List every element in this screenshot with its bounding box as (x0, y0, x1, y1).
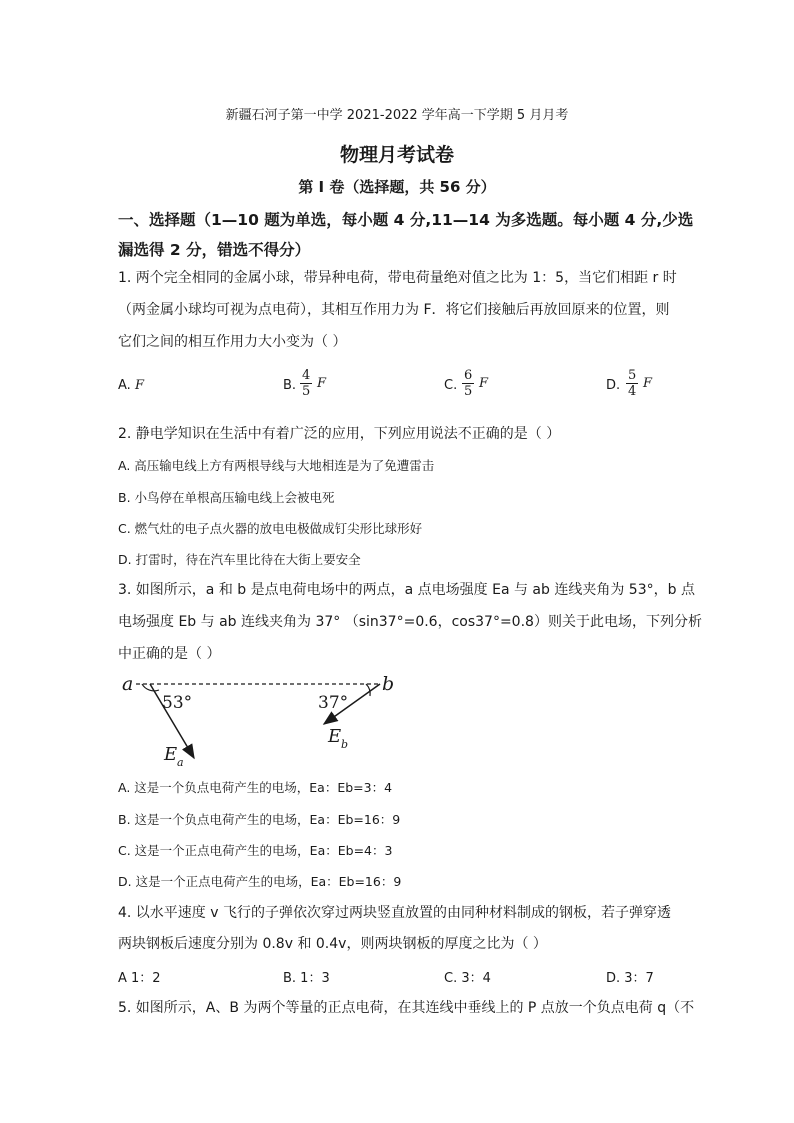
q1-option-b-denominator: 5 (302, 384, 311, 399)
q4-stem-line2: 两块钢板后速度分别为 0.8v 和 0.4v，则两块钢板的厚度之比为（ ） (118, 936, 547, 952)
q1-option-d-numerator: 5 (628, 368, 637, 383)
angle-37-label: 37° (318, 693, 349, 713)
q1-stem-line3: 它们之间的相互作用力大小变为（ ） (118, 334, 347, 350)
q4-option-b: B. 1：3 (283, 971, 330, 986)
exam-subtitle: 新疆石河子第一中学 2021-2022 学年高一下学期 5 月月考 (225, 108, 569, 123)
q1-option-b-label: B. (283, 378, 297, 393)
point-a-label: a (122, 673, 134, 695)
q1-stem-line1: 1. 两个完全相同的金属小球，带异种电荷，带电荷量绝对值之比为 1：5，当它们相距 r 时 (118, 270, 677, 286)
field-label-eb-subscript: b (341, 738, 349, 751)
q4-option-c: C. 3：4 (444, 971, 491, 986)
q1-option-d-suffix: F (643, 376, 653, 391)
exam-title: 物理月考试卷 (339, 144, 454, 166)
q1-stem-line2: （两金属小球均可视为点电荷），其相互作用力为 F．将它们接触后再放回原来的位置，则 (118, 302, 670, 318)
q1-option-c-suffix: F (479, 376, 489, 391)
q3-option-c: C. 这是一个正点电荷产生的电场，Ea：Eb=4：3 (118, 843, 393, 858)
field-label-ea: E (164, 744, 178, 765)
q1-option-c-label: C. (444, 378, 458, 393)
q1-option-b-suffix: F (317, 376, 327, 391)
q3-option-d: D. 这是一个正点电荷产生的电场，Ea：Eb=16：9 (118, 874, 402, 889)
q2-option-d: D. 打雷时，待在汽车里比待在大街上要安全 (118, 552, 361, 567)
q1-option-c-numerator: 6 (464, 368, 473, 383)
q2-stem: 2. 静电学知识在生活中有着广泛的应用，下列应用说法不正确的是（ ） (118, 426, 561, 442)
field-label-eb: E (328, 726, 342, 747)
electric-field-diagram (118, 668, 418, 774)
q1-option-d-denominator: 4 (628, 384, 637, 399)
point-b-label: b (382, 673, 395, 695)
q3-stem-line2: 电场强度 Eb 与 ab 连线夹角为 37° （sin37°=0.6，cos37°=0.8）则关于此电场，下列分析 (118, 614, 702, 630)
q3-stem-line1: 3. 如图所示，a 和 b 是点电荷电场中的两点，a 点电场强度 Ea 与 ab 连线夹角为 53°，b 点 (118, 582, 695, 598)
q1-option-a-value: F (134, 378, 144, 393)
q1-option-d-label: D. (606, 378, 621, 393)
section-heading-line2: 漏选得 2 分，错选不得分） (118, 241, 311, 259)
q2-option-c: C. 燃气灶的电子点火器的放电电极做成钉尖形比球形好 (118, 521, 423, 536)
q1-option-a (118, 378, 144, 393)
q5-stem-line1: 5. 如图所示，A、B 为两个等量的正点电荷，在其连线中垂线上的 P 点放一个负点电荷 q（不 (118, 1000, 695, 1016)
q3-option-b: B. 这是一个负点电荷产生的电场，Ea：Eb=16：9 (118, 812, 401, 827)
q4-option-d: D. 3：7 (606, 971, 654, 986)
field-label-ea-subscript: a (177, 756, 184, 769)
q2-option-b: B. 小鸟停在单根高压输电线上会被电死 (118, 490, 335, 505)
angle-53-label: 53° (162, 693, 193, 713)
q4-stem-line1: 4. 以水平速度 v 飞行的子弹依次穿过两块竖直放置的由同种材料制成的钢板，若子弹穿透 (118, 905, 671, 921)
q3-option-a: A. 这是一个负点电荷产生的电场，Ea：Eb=3：4 (118, 780, 393, 795)
q3-stem-line3: 中正确的是（ ） (118, 646, 221, 662)
section-heading-line1: 一、选择题（1—10 题为单选，每小题 4 分,11—14 为多选题。每小题 4 分,少选 (118, 211, 694, 229)
q1-option-a-label: A. (118, 378, 131, 393)
q1-option-b-numerator: 4 (302, 368, 311, 383)
volume-heading: 第 I 卷（选择题，共 56 分） (298, 178, 496, 196)
q2-option-a: A. 高压输电线上方有两根导线与大地相连是为了免遭雷击 (118, 458, 435, 473)
q4-option-a: A 1：2 (118, 971, 161, 986)
q1-option-c-denominator: 5 (464, 384, 473, 399)
